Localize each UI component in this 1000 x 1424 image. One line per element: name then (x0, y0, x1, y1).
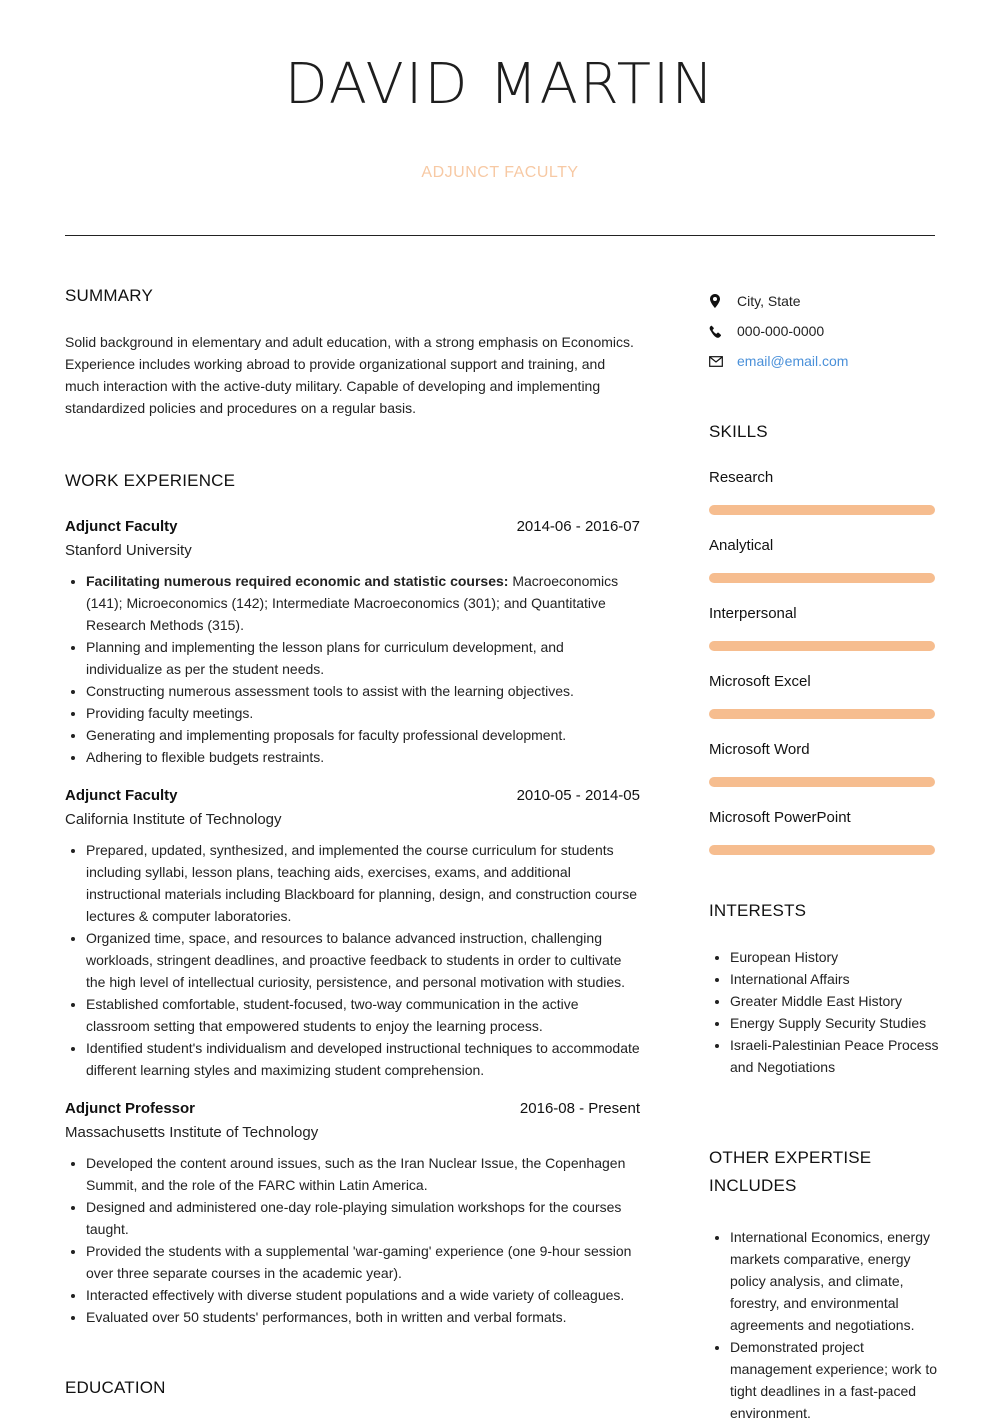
interest-item: • Energy Supply Security Studies (730, 1012, 939, 1034)
job-position: Adjunct Faculty (65, 787, 178, 804)
location-text: City, State (737, 293, 801, 309)
job-bullet: • Providing faculty meetings. (86, 702, 640, 724)
skill-item (709, 806, 939, 855)
contact-email[interactable] (709, 346, 939, 376)
job-entry (65, 1097, 640, 1328)
skill-level-bar (709, 709, 935, 719)
contact-phone (709, 316, 939, 346)
skill-label: Analytical (709, 537, 774, 554)
skill-level-bar (709, 641, 935, 651)
job-company: California Institute of Technology (65, 811, 282, 828)
job-bullet: • Adhering to flexible budgets restraints. (86, 746, 640, 768)
job-bullet: • Evaluated over 50 students' performances, both in written and verbal formats. (86, 1306, 640, 1328)
phone-icon (709, 325, 737, 338)
skill-label: Interpersonal (709, 605, 797, 622)
job-bullet: • Designed and administered one-day role-playing simulation workshops for the courses taught. (86, 1196, 640, 1240)
job-bullet: • Prepared, updated, synthesized, and implemented the course curriculum for students including syllabi, lesson plans, teaching aids, exercises, exams, and additional instructional materials including Blackboard for planning, design, and construction course lectures & computer laboratories. (86, 839, 640, 927)
job-bullet: • Interacted effectively with diverse student populations and a wide variety of colleagues. (86, 1284, 640, 1306)
job-title: ADJUNCT FACULTY (421, 164, 579, 181)
interests-heading: INTERESTS (709, 901, 807, 920)
sidebar (709, 286, 939, 1424)
job-bullet: • Constructing numerous assessment tools to assist with the learning objectives. (86, 680, 640, 702)
skill-level-bar (709, 845, 935, 855)
skill-level-bar (709, 777, 935, 787)
expertise-list (709, 1226, 939, 1424)
header-divider (65, 235, 935, 236)
summary-text: Solid background in elementary and adult education, with a strong emphasis on Economics. Experience includes working abroad to provide organizational support and training, and much interaction with the active-duty military. Capable of developing and implementing standardized policies and procedures on a regular basis. (65, 334, 634, 416)
skill-level-bar (709, 573, 935, 583)
job-position: Adjunct Faculty (65, 518, 178, 535)
main-column (65, 286, 640, 1398)
skill-item (709, 602, 939, 651)
map-pin-icon (709, 294, 737, 308)
education-heading: EDUCATION (65, 1378, 166, 1397)
skill-level-bar (709, 505, 935, 515)
contact-location (709, 286, 939, 316)
skill-label: Microsoft PowerPoint (709, 809, 851, 826)
interest-item: • Israeli-Palestinian Peace Process and Negotiations (730, 1034, 939, 1078)
job-position: Adjunct Professor (65, 1100, 196, 1117)
expertise-item: • Demonstrated project management experience; work to tight deadlines in a fast-paced environment. (730, 1336, 939, 1424)
job-bullets (65, 839, 640, 1081)
job-bullet: • Organized time, space, and resources to balance advanced instruction, challenging workloads, stringent deadlines, and proactive feedback to students in order to cultivate the high level of intellectual curiosity, persistence, and personal motivation with studies. (86, 927, 640, 993)
interest-item: • International Affairs (730, 968, 939, 990)
job-bullet: • Generating and implementing proposals for faculty professional development. (86, 724, 640, 746)
job-company: Stanford University (65, 542, 192, 559)
phone-text: 000-000-0000 (737, 323, 825, 339)
job-bullet: • Planning and implementing the lesson plans for curriculum development, and individualize as per the student needs. (86, 636, 640, 680)
skill-level-fill (709, 777, 935, 787)
email-link[interactable]: email@email.com (737, 353, 849, 369)
job-company: Massachusetts Institute of Technology (65, 1124, 319, 1141)
work-experience-heading: WORK EXPERIENCE (65, 471, 236, 490)
skill-level-fill (709, 505, 935, 515)
skill-level-fill (709, 845, 935, 855)
skills-heading: SKILLS (709, 422, 768, 441)
skill-level-fill (709, 573, 935, 583)
job-bullets (65, 1152, 640, 1328)
candidate-name: DAVID MARTIN (284, 52, 716, 117)
job-bullet-bold: Facilitating numerous required economic and statistic courses: (86, 573, 509, 589)
skill-label: Microsoft Excel (709, 673, 811, 690)
job-bullet: • Provided the students with a supplemental 'war-gaming' experience (one 9-hour session over three separate courses in the academic year). (86, 1240, 640, 1284)
job-dates: 2016-08 - Present (519, 1100, 640, 1117)
job-bullet: • Established comfortable, student-focused, two-way communication in the active classroom setting that empowered students to enjoy the learning process. (86, 993, 640, 1037)
interest-item: • European History (730, 946, 939, 968)
job-dates: 2014-06 - 2016-07 (516, 518, 640, 535)
skill-item (709, 738, 939, 787)
job-entry (65, 784, 640, 1081)
job-bullets (65, 570, 640, 768)
skill-level-fill (709, 709, 935, 719)
skill-level-fill (709, 641, 935, 651)
interest-item: • Greater Middle East History (730, 990, 939, 1012)
skill-label: Microsoft Word (709, 741, 810, 758)
skill-item (709, 466, 939, 515)
skill-label: Research (709, 469, 774, 486)
job-bullet-text: Macroeconomics (141); Microeconomics (142); Intermediate Macroeconomics (301); and Quantitative Research Methods (315). (86, 573, 619, 633)
skill-item (709, 534, 939, 583)
skills-list (709, 466, 939, 855)
other-expertise-heading: OTHER EXPERTISE INCLUDES (709, 1148, 872, 1195)
interests-list (709, 946, 939, 1078)
skill-item (709, 670, 939, 719)
job-bullet: • Identified student's individualism and developed instructional techniques to accommodate different learning styles and maximizing student comprehension. (86, 1037, 640, 1081)
job-bullet: • Developed the content around issues, such as the Iran Nuclear Issue, the Copenhagen Summit, and the role of the FARC within Latin America. (86, 1152, 640, 1196)
envelope-icon (709, 356, 737, 367)
expertise-item: • International Economics, energy markets comparative, energy policy analysis, and climate, forestry, and environmental agreements and negotiations. (730, 1226, 939, 1336)
job-entry (65, 515, 640, 768)
summary-heading: SUMMARY (65, 286, 153, 305)
job-bullet (86, 570, 640, 636)
job-dates: 2010-05 - 2014-05 (516, 787, 640, 804)
